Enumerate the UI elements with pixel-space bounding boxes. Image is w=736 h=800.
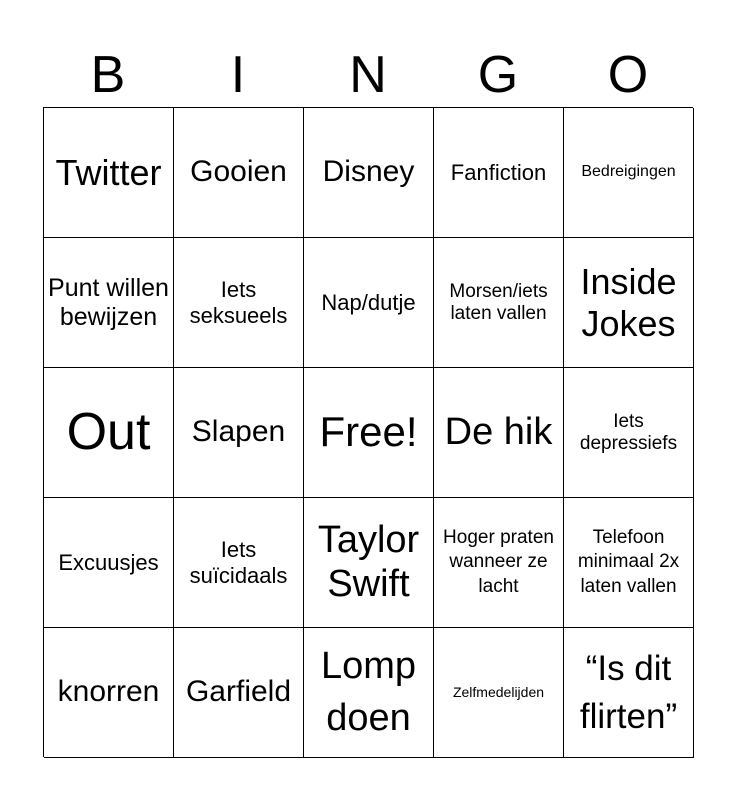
bingo-cell[interactable]: Fanfiction	[434, 108, 564, 238]
bingo-cell[interactable]: Gooien	[174, 108, 304, 238]
bingo-cell[interactable]: Iets seksueels	[174, 238, 304, 368]
bingo-cell[interactable]: Iets suïcidaals	[174, 498, 304, 628]
bingo-cell[interactable]: Lomp doen	[304, 628, 434, 758]
free-space[interactable]: Free!	[304, 368, 434, 498]
bingo-cell[interactable]: knorren	[44, 628, 174, 758]
header-letter-n: N	[349, 46, 387, 104]
bingo-cell[interactable]: Punt willen bewijzen	[44, 238, 174, 368]
header-letter-b: B	[90, 46, 126, 104]
bingo-cell[interactable]: Iets depressiefs	[564, 368, 694, 498]
bingo-cell[interactable]: Out	[44, 368, 174, 498]
header-letter-g: G	[477, 46, 519, 104]
bingo-cell[interactable]: Inside Jokes	[564, 238, 694, 368]
bingo-cell[interactable]: Disney	[304, 108, 434, 238]
bingo-cell[interactable]: Nap/dutje	[304, 238, 434, 368]
bingo-cell[interactable]: Slapen	[174, 368, 304, 498]
header-letter-i: I	[230, 46, 246, 104]
bingo-cell[interactable]: Garfield	[174, 628, 304, 758]
bingo-cell[interactable]: Hoger praten wanneer ze lacht	[434, 498, 564, 628]
bingo-header	[43, 44, 693, 106]
bingo-cell[interactable]: Excuusjes	[44, 498, 174, 628]
bingo-cell[interactable]: De hik	[434, 368, 564, 498]
header-letter-o: O	[607, 46, 649, 104]
bingo-grid	[43, 107, 693, 757]
bingo-cell[interactable]: Morsen/iets laten vallen	[434, 238, 564, 368]
bingo-cell[interactable]: Telefoon minimaal 2x laten vallen	[564, 498, 694, 628]
bingo-cell[interactable]: Zelfmedelijden	[434, 628, 564, 758]
bingo-cell[interactable]: Taylor Swift	[304, 498, 434, 628]
bingo-cell[interactable]: Bedreigingen	[564, 108, 694, 238]
bingo-cell[interactable]: Twitter	[44, 108, 174, 238]
bingo-cell[interactable]: “Is dit flirten”	[564, 628, 694, 758]
